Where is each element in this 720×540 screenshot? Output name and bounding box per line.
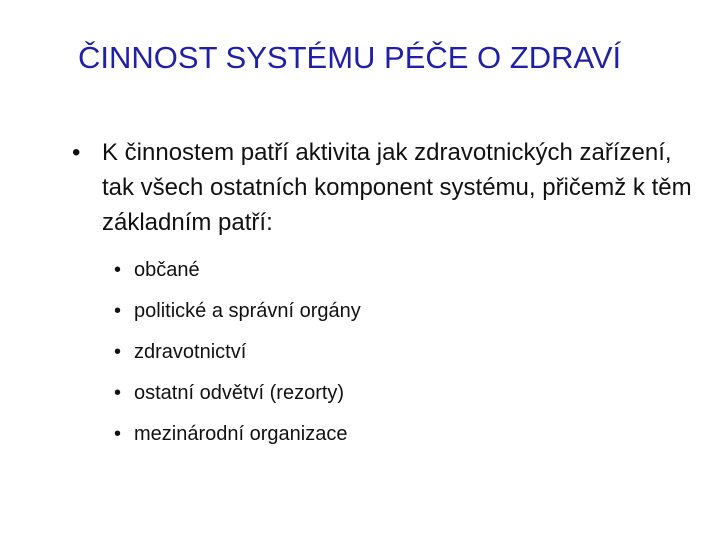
sub-bullet-text: ostatní odvětví (rezorty) bbox=[134, 382, 345, 404]
sub-bullet-item bbox=[114, 250, 692, 291]
sub-bullet-item bbox=[114, 373, 692, 414]
bullet-marker: • bbox=[114, 423, 122, 445]
bullet-marker: • bbox=[114, 341, 122, 363]
sub-bullet-text: zdravotnictví bbox=[134, 341, 247, 363]
bullet-marker: • bbox=[114, 259, 122, 281]
main-bullet bbox=[72, 135, 692, 240]
sub-bullet-item bbox=[114, 291, 692, 332]
sub-bullet-text: občané bbox=[134, 259, 200, 281]
bullet-marker: • bbox=[72, 139, 81, 166]
bullet-marker: • bbox=[114, 382, 122, 404]
sub-bullet-item bbox=[114, 332, 692, 373]
sub-bullet-list bbox=[114, 250, 692, 455]
main-bullet-text: K činnostem patří aktivita jak zdravotnických zařízení, tak všech ostatních komponent systému, přičemž k těm základním patří: bbox=[102, 139, 692, 236]
sub-bullet-item bbox=[114, 414, 692, 455]
bullet-marker: • bbox=[114, 300, 122, 322]
sub-bullet-text: mezinárodní organizace bbox=[134, 423, 348, 445]
slide-body bbox=[72, 135, 692, 455]
slide-title: ČINNOST SYSTÉMU PÉČE O ZDRAVÍ bbox=[78, 40, 622, 75]
sub-bullet-text: politické a správní orgány bbox=[134, 300, 361, 322]
